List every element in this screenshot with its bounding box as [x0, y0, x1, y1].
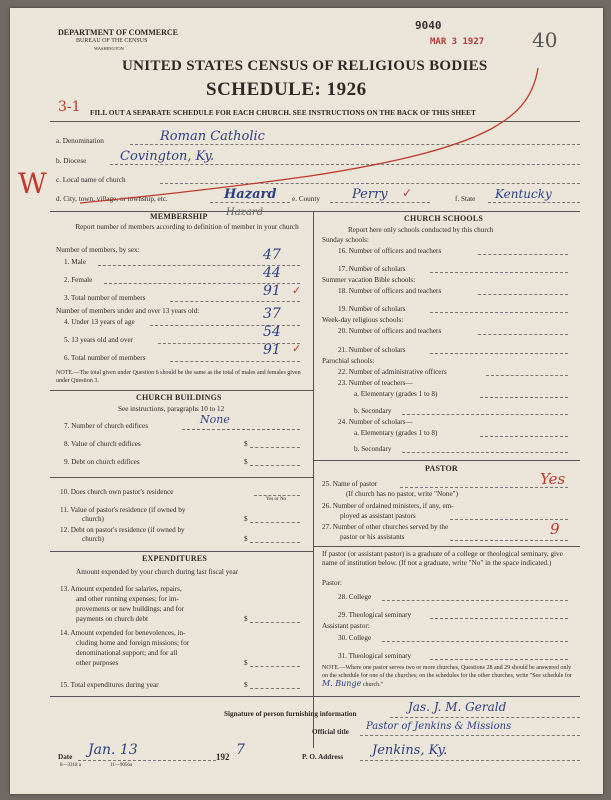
- total-sex-value: 91: [263, 283, 281, 299]
- q15-line: [250, 688, 300, 689]
- dollar-sign: $: [244, 615, 248, 623]
- under-13-label: 4. Under 13 years of age: [64, 318, 135, 326]
- expenditures-sub: Amount expended by your church during last fiscal year: [76, 568, 239, 576]
- q20-label: 20. Number of officers and teachers: [338, 327, 442, 335]
- membership-pencil-note: Hazard: [226, 207, 264, 218]
- q30-label: 30. College: [338, 634, 372, 642]
- owns-residence-label: 10. Does church own pastor's residence: [60, 488, 174, 496]
- q16-line: [478, 254, 568, 255]
- section-divider: [50, 211, 580, 212]
- divider: [50, 390, 313, 391]
- by-sex-label: Number of members, by sex:: [56, 246, 140, 254]
- pastor-note-text: NOTE.—Where one pastor serves two or more churches, Questions 28 and 29 should be answered only on the schedule for one of the churches; on the schedules for the other churches, write "See schedule for: [322, 665, 572, 679]
- dollar-sign: $: [244, 535, 248, 543]
- diocese-label: b. Diocese: [56, 157, 87, 165]
- form-number: 8—3318 a: [60, 763, 81, 768]
- q14-line-2: cluding home and foreign missions; for: [76, 639, 190, 647]
- total-sex-line: [170, 301, 300, 302]
- total-age-label: 6. Total number of members: [64, 354, 146, 362]
- weekday-label: Week-day religious schools:: [322, 316, 404, 324]
- sunday-label: Sunday schools:: [322, 236, 369, 244]
- dollar-sign: $: [244, 515, 248, 523]
- q23a-line: [480, 397, 568, 398]
- edifices-debt-line: [250, 465, 300, 466]
- title-label: Official title: [312, 728, 349, 736]
- q24a-label: a. Elementary (grades 1 to 8): [354, 429, 438, 437]
- q13-line-1: 13. Amount expended for salaries, repairs,: [60, 585, 182, 593]
- q17-label: 17. Number of scholars: [338, 265, 406, 273]
- q24b-line: [402, 452, 568, 453]
- title-line: [360, 735, 580, 736]
- pencil-number: 40: [532, 28, 558, 52]
- q29-line: [430, 618, 568, 619]
- date-value: Jan. 13: [88, 742, 138, 758]
- q13-line-3: provements or new buildings; and for: [76, 605, 184, 613]
- q24-label: 24. Number of scholars—: [338, 418, 413, 426]
- residence-debt-line: [250, 542, 300, 543]
- divider: [50, 551, 313, 552]
- address-line: [360, 760, 580, 761]
- membership-heading: MEMBERSHIP: [150, 212, 208, 221]
- residence-value-label-2: church): [82, 515, 104, 523]
- denomination-value: Roman Catholic: [160, 129, 265, 144]
- q25-note: (If church has no pastor, write "None"): [346, 490, 458, 498]
- stamp-number: 9040: [415, 19, 442, 32]
- column-divider: [313, 211, 314, 748]
- schools-sub: Report here only schools conducted by this church: [348, 226, 494, 234]
- buildings-sub: See instructions, paragraphs 10 to 12: [118, 405, 225, 413]
- pastor-note-hand: M. Bunge: [322, 679, 362, 688]
- membership-intro: Report number of members according to definition of member in your church: [75, 223, 299, 231]
- bureau-name: BUREAU OF THE CENSUS: [76, 38, 148, 44]
- q25-value: Yes: [540, 470, 566, 488]
- pastor-note-end: church.": [362, 682, 384, 688]
- dollar-sign: $: [244, 458, 248, 466]
- over-13-value: 54: [263, 324, 281, 340]
- q27-line: [450, 540, 568, 541]
- divider: [50, 477, 313, 478]
- address-label: P. O. Address: [302, 753, 344, 761]
- q30-line: [382, 641, 568, 642]
- department-name: DEPARTMENT OF COMMERCE: [58, 28, 179, 37]
- diocese-value: Covington, Ky.: [120, 149, 215, 164]
- signature-label: Signature of person furnishing information: [224, 710, 357, 718]
- membership-note: NOTE.—The total given under Question 6 should be the same as the total of males and females given under Question 3.: [56, 370, 301, 384]
- q14-line-1: 14. Amount expended for benevolences, in-: [60, 629, 186, 637]
- pastor-note: [322, 664, 578, 689]
- q19-label: 19. Number of scholars: [338, 305, 406, 313]
- residence-debt-label: 12. Debt on pastor's residence (if owned by: [60, 526, 185, 534]
- q23b-line: [402, 414, 568, 415]
- red-check-icon: ✓: [402, 186, 413, 200]
- q27-label: 27. Number of other churches served by the: [322, 523, 449, 531]
- address-value: Jenkins, Ky.: [372, 743, 448, 758]
- q20-line: [478, 334, 568, 335]
- total-age-line: [170, 361, 300, 362]
- state-value: Kentucky: [495, 187, 552, 201]
- red-check-icon: ✓: [292, 285, 302, 297]
- county-label: e. County: [292, 195, 320, 203]
- q15-label: 15. Total expenditures during year: [60, 681, 159, 689]
- bureau-city: WASHINGTON: [94, 46, 124, 51]
- red-w-mark: W: [18, 167, 47, 200]
- red-diagonal-mark: [10, 8, 603, 218]
- title-value: Pastor of Jenkins & Missions: [366, 721, 512, 732]
- q23a-label: a. Elementary (grades 1 to 8): [354, 390, 438, 398]
- q31-label: 31. Theological seminary: [338, 652, 412, 660]
- assistant-label: Assistant pastor:: [322, 622, 370, 630]
- divider: [313, 460, 580, 461]
- under-13-value: 37: [263, 306, 281, 322]
- divider: [313, 546, 580, 547]
- schools-heading: CHURCH SCHOOLS: [404, 214, 484, 223]
- schedule-year: SCHEDULE: 1926: [206, 79, 367, 100]
- q26-label-2: ployed as assistant pastors: [340, 512, 416, 520]
- instruction-line: FILL OUT A SEPARATE SCHEDULE FOR EACH CHURCH. SEE INSTRUCTIONS ON THE BACK OF THIS SHEET: [90, 108, 476, 117]
- q19-line: [430, 312, 568, 313]
- q13-line: [250, 622, 300, 623]
- q16-label: 16. Number of officers and teachers: [338, 247, 442, 255]
- summer-label: Summer vacation Bible schools:: [322, 276, 416, 284]
- q14-line-3: denominational support; and for all: [76, 649, 178, 657]
- q22-line: [486, 375, 568, 376]
- q13-line-2: and other running expenses; for im-: [76, 595, 179, 603]
- male-value: 47: [263, 247, 281, 263]
- q22-label: 22. Number of administrative officers: [338, 368, 447, 376]
- female-label: 2. Female: [64, 276, 93, 284]
- q13-line-4: payments on church debt: [76, 615, 149, 623]
- male-label: 1. Male: [64, 258, 86, 266]
- yes-no-hint: Yes or No: [266, 497, 287, 502]
- red-check-icon: ✓: [292, 343, 302, 355]
- divider: [50, 696, 580, 697]
- q25-label: 25. Name of pastor: [322, 480, 378, 488]
- state-label: f. State: [455, 195, 476, 203]
- q23b-label: b. Secondary: [354, 407, 392, 415]
- county-value: Perry: [352, 187, 388, 202]
- signature-value: Jas. J. M. Gerald: [408, 700, 507, 714]
- q21-label: 21. Number of scholars: [338, 346, 406, 354]
- q21-line: [430, 353, 568, 354]
- dollar-sign: $: [244, 440, 248, 448]
- signature-line: [390, 717, 580, 718]
- graduate-note: If pastor (or assistant pastor) is a graduate of a college or theological seminary, give name of institution below. (If not a graduate, write "No" in the space indicated.): [322, 550, 563, 567]
- q24b-label: b. Secondary: [354, 445, 392, 453]
- city-label: d. City, town, village, or township, etc.: [56, 195, 168, 203]
- owns-residence-line: [254, 495, 300, 496]
- residence-value-label: 11. Value of pastor's residence (if owned by: [60, 506, 186, 514]
- dollar-sign: $: [244, 659, 248, 667]
- residence-debt-label-2: church): [82, 535, 104, 543]
- edifices-value-line: [250, 447, 300, 448]
- dollar-sign: $: [244, 681, 248, 689]
- year-prefix: 192: [216, 752, 230, 762]
- female-value: 44: [263, 265, 281, 281]
- received-date-stamp: MAR 3 1927: [430, 37, 485, 47]
- q27-label-2: pastor or his assistants: [340, 533, 405, 541]
- edifices-number-label: 7. Number of church edifices: [64, 422, 149, 430]
- q29-label: 29. Theological seminary: [338, 611, 412, 619]
- denomination-label: a. Denomination: [56, 137, 104, 145]
- q27-value: 9: [550, 520, 560, 538]
- q26-label: 26. Number of ordained ministers, if any, em-: [322, 502, 454, 510]
- q18-line: [478, 294, 568, 295]
- form-title: UNITED STATES CENSUS OF RELIGIOUS BODIES: [122, 58, 488, 74]
- q23-label: 23. Number of teachers—: [338, 379, 413, 387]
- q24a-line: [480, 436, 568, 437]
- q18-label: 18. Number of officers and teachers: [338, 287, 442, 295]
- edifices-number-line: [182, 429, 300, 430]
- over-13-label: 5. 13 years old and over: [64, 336, 134, 344]
- buildings-heading: CHURCH BUILDINGS: [136, 393, 222, 402]
- red-mark-number: 3-1: [58, 99, 81, 115]
- edifices-number-value: None: [200, 413, 230, 426]
- age-intro: Number of members under and over 13 years old:: [56, 307, 200, 315]
- date-line: [78, 760, 216, 761]
- local-church-label: c. Local name of church: [56, 176, 126, 184]
- total-sex-label: 3. Total number of members: [64, 294, 146, 302]
- q17-line: [430, 272, 568, 273]
- pastor-label: Pastor:: [322, 579, 342, 587]
- edifices-debt-label: 9. Debt on church edifices: [64, 458, 140, 466]
- city-value: Hazard: [224, 187, 277, 202]
- date-label: Date: [58, 753, 73, 761]
- expenditures-heading: EXPENDITURES: [142, 554, 208, 563]
- q28-line: [382, 600, 568, 601]
- edifices-value-label: 8. Value of church edifices: [64, 440, 141, 448]
- q28-label: 28. College: [338, 593, 372, 601]
- q31-line: [430, 659, 568, 660]
- total-age-value: 91: [263, 342, 281, 358]
- year-value: 7: [236, 742, 245, 758]
- form-number-2: 11—9056a: [110, 763, 133, 768]
- q14-line: [250, 666, 300, 667]
- parochial-label: Parochial schools:: [322, 357, 375, 365]
- q14-line-4: other purposes: [76, 659, 119, 667]
- pastor-heading: PASTOR: [425, 464, 458, 473]
- residence-value-line: [250, 522, 300, 523]
- census-schedule-sheet: [10, 8, 603, 794]
